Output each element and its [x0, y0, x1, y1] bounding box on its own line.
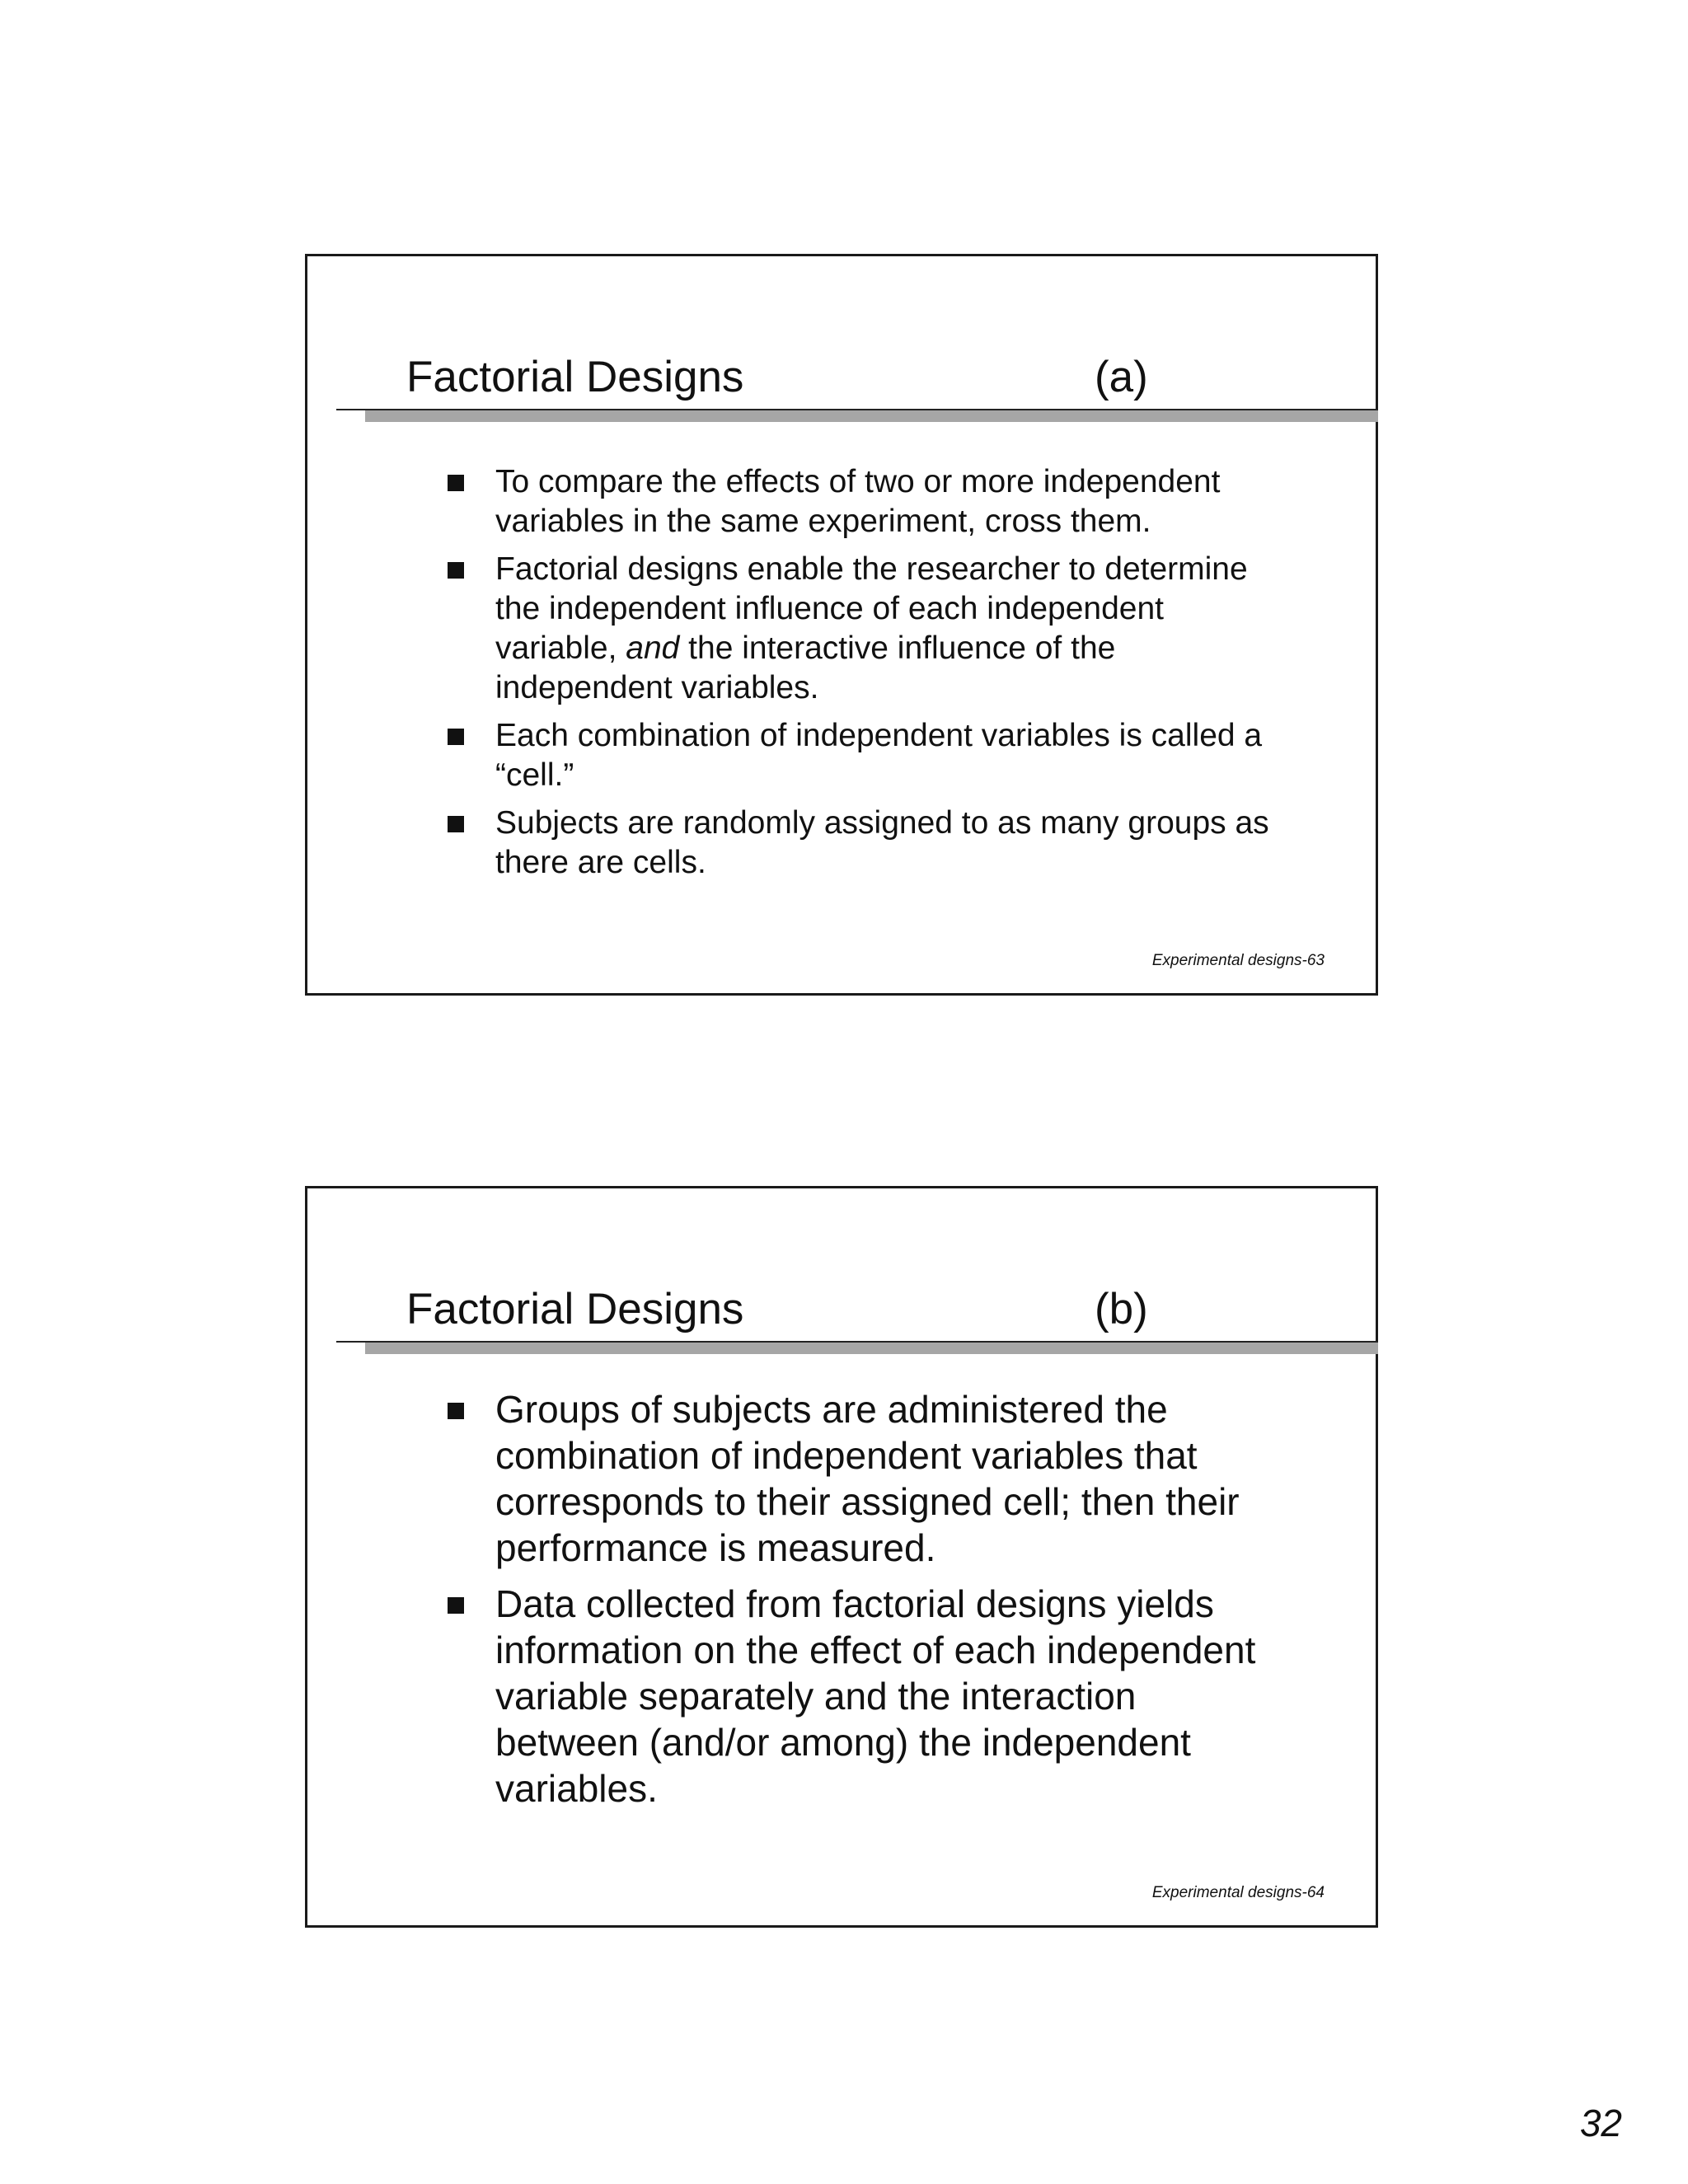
title-band — [365, 1343, 1378, 1354]
bullet-emphasis: and — [626, 630, 680, 666]
slide-part-label: (b) — [1095, 1285, 1148, 1333]
bullet-item — [448, 716, 1288, 795]
slide-title — [406, 349, 1231, 406]
bullet-text: Each combination of independent variables is called a “cell.” — [495, 718, 1263, 793]
slide-title-text: Factorial Designs — [406, 353, 744, 401]
slide-footer: Experimental designs-63 — [1151, 952, 1325, 969]
slide-63 — [305, 254, 1378, 996]
square-bullet-icon — [448, 816, 464, 832]
bullet-text: Factorial designs enable the researcher to determine the independent influence of each independent variable, — [495, 551, 1248, 666]
slide-part-label: (a) — [1095, 353, 1148, 401]
bullet-text: the interactive influence of the independent variables. — [495, 630, 1116, 705]
bullet-text: To compare the effects of two or more independent variables in the same experiment, cross them. — [495, 464, 1221, 539]
bullet-item — [448, 550, 1288, 708]
square-bullet-icon — [448, 1403, 464, 1419]
square-bullet-icon — [448, 729, 464, 745]
slide-title — [406, 1281, 1231, 1338]
slide-title-text: Factorial Designs — [406, 1285, 744, 1333]
bullet-item — [448, 1581, 1288, 1811]
bullet-list — [448, 1386, 1288, 1821]
square-bullet-icon — [448, 562, 464, 579]
slide-64 — [305, 1186, 1378, 1928]
bullet-item — [448, 804, 1288, 883]
title-band — [365, 410, 1378, 422]
page-number: 32 — [1579, 2102, 1622, 2144]
slide-footer: Experimental designs-64 — [1151, 1884, 1325, 1901]
bullet-list — [448, 462, 1288, 891]
square-bullet-icon — [448, 475, 464, 491]
bullet-text: Subjects are randomly assigned to as many groups as there are cells. — [495, 805, 1269, 880]
bullet-text: Groups of subjects are administered the combination of independent variables that corresponds to their assigned cell; then their performance is measured. — [495, 1388, 1240, 1569]
bullet-text: Data collected from factorial designs yields information on the effect of each independent variable separately and the interaction between (and/or among) the independent variables. — [495, 1582, 1256, 1810]
bullet-item — [448, 462, 1288, 541]
square-bullet-icon — [448, 1597, 464, 1614]
bullet-item — [448, 1386, 1288, 1571]
